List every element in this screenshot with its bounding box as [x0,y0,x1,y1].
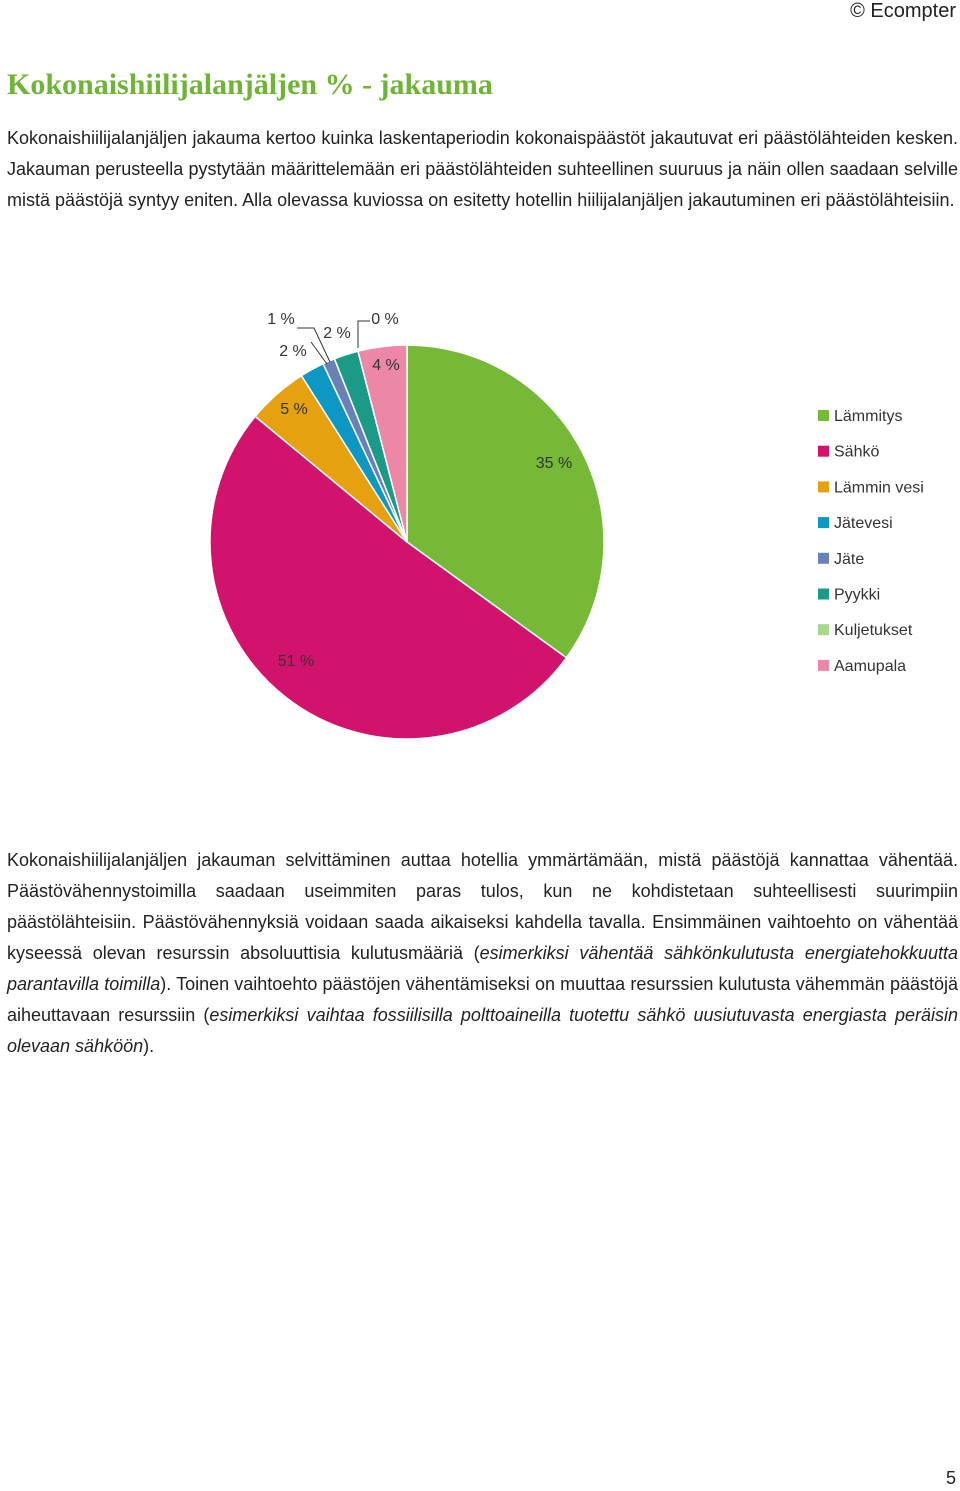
leader-line [358,321,370,348]
pie-slices [210,345,604,739]
data-label-sahko: 51 % [277,653,315,670]
legend-label-sahko: Sähkö [834,443,880,461]
legend-swatch-lammitys [818,410,829,421]
intro-paragraph: Kokonaishiilijalanjäljen jakauma kertoo kuinka laskentaperiodin kokonaispäästöt jakautuvat eri päästölähteiden kesken. Jakauman perusteella pystytään määrittelemään eri päästölähteiden suhteellinen suuruus ja näin ollen saadaan selville mistä päästöjä syntyy eniten. Alla olevassa kuviossa on esitetty hotellin hiilijalanjäljen jakautuminen eri päästölähteisiin. [7,128,958,210]
leader-line [311,342,327,364]
copyright-text: © Ecompter [850,0,956,22]
body-example-2: esimerkiksi vaihtaa fossiilisilla polttoaineilla tuotettu sähkö uusiutuvasta energiasta peräisin olevaan sähköön [7,1005,958,1056]
body-text-2: ). Toinen vaihtoehto päästöjen vähentämiseksi on muuttaa resurssien kulutusta vähemmän päästöjä aiheuttavaan resurssiin ( [7,974,958,1025]
chart-legend [818,408,924,675]
body-example-1: esimerkiksi vähentää sähkönkulutusta energiatehokkuutta parantavilla toimilla [7,943,958,994]
legend-label-aamupala: Aamupala [834,657,907,675]
data-label-jatevesi: 2 % [279,343,307,360]
legend-swatch-lammin-vesi [818,481,829,492]
data-label-pyykki: 2 % [323,325,351,342]
legend-swatch-sahko [818,446,829,457]
data-label-kuljetukset: 0 % [371,311,399,328]
data-label-lammitys: 35 % [535,455,573,472]
data-label-jate: 1 % [267,311,295,328]
page-title: Kokonaishiilijalanjäljen % - jakauma [7,68,493,101]
legend-label-jatevesi: Jätevesi [834,515,893,533]
legend-label-lammitys: Lämmitys [834,408,903,425]
legend-label-lammin-vesi: Lämmin vesi [834,479,924,497]
legend-swatch-jatevesi [818,517,829,528]
pie-chart [0,300,960,760]
legend-label-kuljetukset: Kuljetukset [834,622,913,640]
legend-swatch-kuljetukset [818,624,829,635]
legend-swatch-jate [818,553,829,564]
legend-swatch-pyykki [818,589,829,600]
body-text-1: Kokonaishiilijalanjäljen jakauman selvittäminen auttaa hotellia ymmärtämään, mistä päästöjä kannattaa vähentää. Päästövähennystoimilla saadaan useimmiten paras tulos, kun ne kohdistetaan suhteellisesti suurimpiin päästölähteisiin. Päästövähennyksiä voidaan saada aikaiseksi kahdella tavalla. Ensimmäinen vaihtoehto on vähentää kyseessä olevan resurssin absoluuttisia kulutusmääriä ( [7,850,958,963]
body-paragraph [7,845,958,1062]
data-label-aamupala: 4 % [372,357,400,374]
page-number: 5 [945,1468,956,1488]
legend-label-pyykki: Pyykki [834,586,881,604]
body-text-3: ). [143,1036,155,1056]
data-label-lammin-vesi: 5 % [280,401,308,418]
legend-label-jate: Jäte [834,550,865,568]
legend-swatch-aamupala [818,660,829,671]
